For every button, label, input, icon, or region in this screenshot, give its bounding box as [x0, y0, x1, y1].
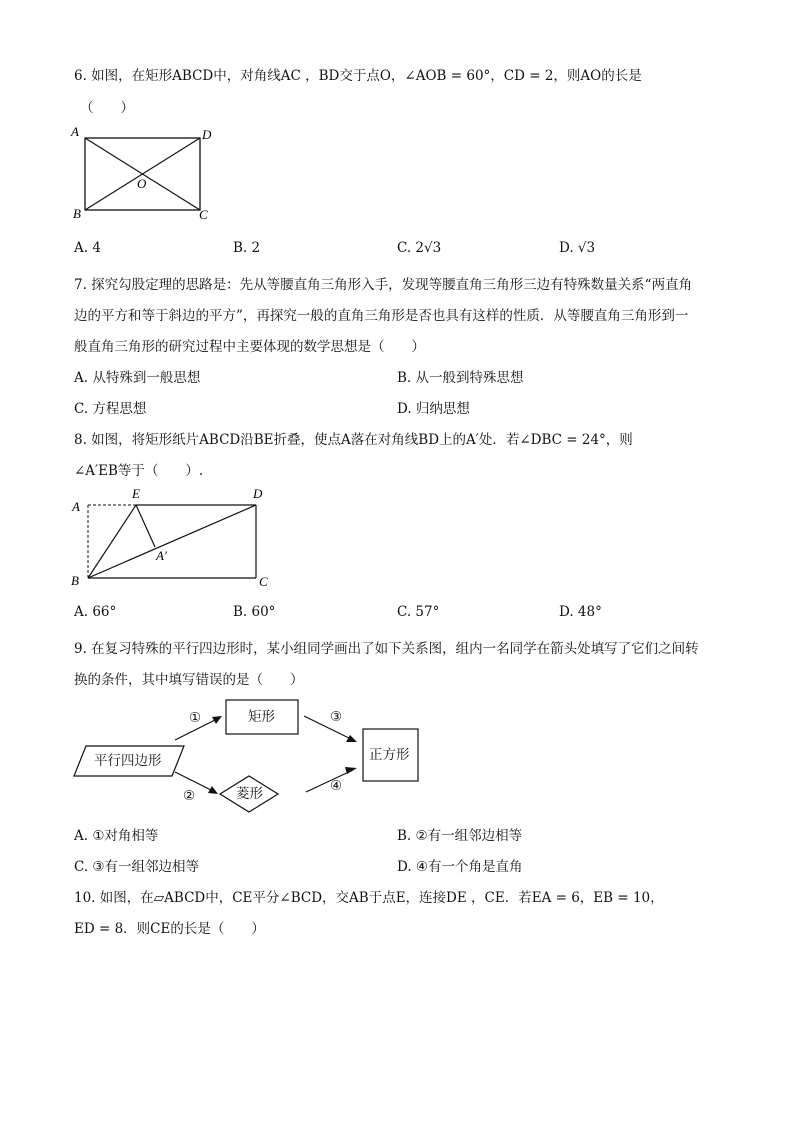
q8-label-c: C — [259, 574, 268, 589]
q7-option-c[interactable]: C. 方程思想 — [74, 401, 147, 417]
q7-option-a[interactable]: A. 从特殊到一般思想 — [74, 370, 201, 386]
q9-rhombus-label: 菱形 — [236, 786, 263, 802]
q10-line2: ED = 8．则CE的长是（ ） — [74, 921, 265, 937]
q6-option-a[interactable]: A. 4 — [74, 240, 101, 256]
q8-option-d[interactable]: D. 48° — [559, 604, 602, 620]
q6-stem-line1: 6. 如图，在矩形ABCD中，对角线AC ，BD交于点O，∠AOB = 60°，CD = 2，则AO的长是 — [74, 68, 642, 84]
q6-option-d[interactable]: D. √3 — [559, 240, 596, 256]
q9-circle-2: ② — [183, 788, 196, 804]
q6-label-b: B — [73, 206, 81, 221]
q7-line1: 7. 探究勾股定理的思路是：先从等腰直角三角形入手，发现等腰直角三角形三边有特殊数量关系“两直角 — [74, 277, 693, 293]
q8-label-a-prime: A′ — [156, 548, 167, 563]
q8-line2: ∠A′EB等于（ ）. — [74, 463, 204, 479]
q7-line2: 边的平方和等于斜边的平方”，再探究一般的直角三角形是否也具有这样的性质．从等腰直角三角形到一 — [74, 308, 689, 324]
q8-option-b[interactable]: B. 60° — [233, 604, 276, 620]
q9-rectangle-label: 矩形 — [248, 709, 275, 725]
q8-option-a[interactable]: A. 66° — [74, 604, 117, 620]
q9-line1: 9. 在复习特殊的平行四边形时，某小组同学画出了如下关系图，组内一名同学在箭头处填写了它们之间转 — [74, 641, 699, 657]
q9-option-d[interactable]: D. ④有一个角是直角 — [397, 859, 523, 875]
q8-label-a: A — [72, 499, 80, 514]
q9-square-label: 正方形 — [369, 747, 410, 763]
q8-label-b: B — [71, 573, 79, 588]
q6-paren: （ ） — [80, 100, 134, 116]
q9-circle-3: ③ — [330, 709, 343, 725]
q7-option-d[interactable]: D. 归纳思想 — [397, 401, 470, 417]
q6-label-d: D — [202, 127, 212, 142]
q9-parallelogram-label: 平行四边形 — [94, 753, 162, 769]
q6-option-c[interactable]: C. 2√3 — [397, 240, 442, 256]
q8-label-e: E — [132, 486, 140, 501]
q9-circle-1: ① — [189, 710, 202, 726]
q9-option-a[interactable]: A. ①对角相等 — [74, 828, 159, 844]
q6-label-a: A — [71, 124, 79, 139]
q6-label-c: C — [199, 207, 208, 222]
q9-option-b[interactable]: B. ②有一组邻边相等 — [397, 828, 523, 844]
q7-line3: 般直角三角形的研究过程中主要体现的数学思想是（ ） — [74, 339, 425, 355]
q8-line1: 8. 如图，将矩形纸片ABCD沿BE折叠，使点A落在对角线BD上的A′处．若∠DBC = 24°，则 — [74, 432, 633, 448]
q10-line1: 10. 如图，在▱ABCD中，CE平分∠BCD，交AB于点E，连接DE ，CE．若EA = 6，EB = 10， — [74, 890, 664, 906]
q7-option-b[interactable]: B. 从一般到特殊思想 — [397, 370, 524, 386]
q9-circle-4: ④ — [330, 778, 343, 794]
q8-option-c[interactable]: C. 57° — [397, 604, 440, 620]
q9-option-c[interactable]: C. ③有一组邻边相等 — [74, 859, 200, 875]
q6-option-b[interactable]: B. 2 — [233, 240, 261, 256]
q6-label-o: O — [137, 176, 147, 191]
q8-label-d: D — [253, 486, 263, 501]
q9-line2: 换的条件，其中填写错误的是（ ） — [74, 672, 304, 688]
